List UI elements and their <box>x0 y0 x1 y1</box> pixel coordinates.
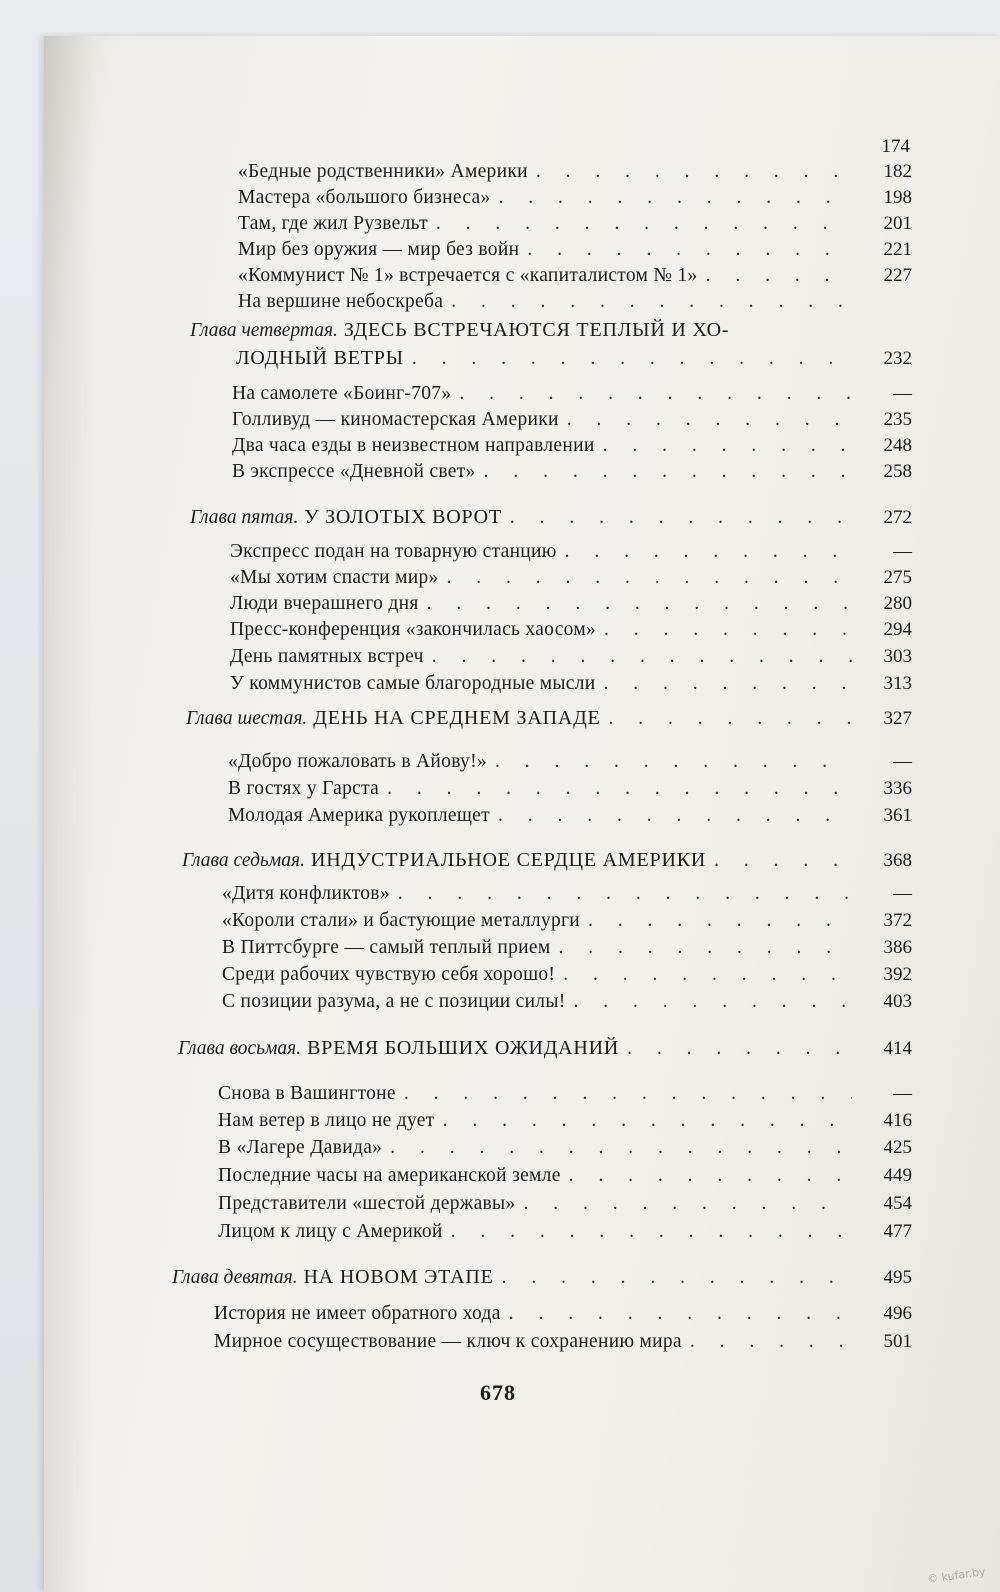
entry-page-number: 403 <box>883 991 912 1012</box>
chapter-entry <box>182 848 912 873</box>
entry-title: «Бедные родственники» Америки <box>238 161 528 182</box>
dot-leader <box>427 592 852 616</box>
dot-leader <box>390 1136 852 1160</box>
chapter-title: ИНДУСТРИАЛЬНОЕ СЕРДЦЕ АМЕРИКИ <box>310 849 707 871</box>
entry-title: «Дитя конфликтов» <box>222 883 390 904</box>
dot-leader <box>706 264 852 288</box>
toc-entry <box>230 540 912 564</box>
dot-leader <box>432 645 852 669</box>
entry-page-number: 392 <box>883 964 912 985</box>
toc-entry <box>218 1109 912 1133</box>
entry-page-number: — <box>893 1083 912 1104</box>
dot-leader <box>459 382 852 406</box>
entry-page-number: 232 <box>883 348 912 369</box>
toc-entry <box>232 382 912 406</box>
dot-leader <box>565 540 852 564</box>
entry-page-number: 336 <box>883 778 912 799</box>
entry-title: Мастера «большого бизнеса» <box>238 187 491 208</box>
toc-entry <box>222 936 912 960</box>
entry-page-number: 201 <box>883 213 912 234</box>
entry-page-number: 198 <box>883 187 912 208</box>
chapter-title: ВРЕМЯ БОЛЬШИХ ОЖИДАНИЙ <box>307 1037 620 1059</box>
entry-page-number: 248 <box>883 435 912 456</box>
chapter-label: Глава пятая. <box>190 507 299 528</box>
entry-title: Последние часы на американской земле <box>218 1165 561 1186</box>
entry-page-number: — <box>893 751 912 772</box>
entry-page-number: 313 <box>883 673 912 694</box>
entry-title: В гостях у Гарста <box>228 778 380 799</box>
toc-entry <box>232 460 912 484</box>
entry-page-number: 272 <box>883 507 912 528</box>
entry-title: Нам ветер в лицо не дует <box>218 1110 435 1131</box>
entry-title: Там, где жил Рузвельт <box>238 213 428 234</box>
dot-leader <box>443 1109 852 1133</box>
entry-title: Два часа езды в неизвестном направлении <box>232 435 595 456</box>
toc-entry <box>230 672 912 696</box>
entry-title: Мир без оружия — мир без войн <box>238 239 520 260</box>
chapter-label: Глава седьмая. <box>182 850 305 871</box>
entry-title: Голливуд — киномастерская Америки <box>232 409 559 430</box>
dot-leader <box>509 1302 852 1326</box>
dot-leader <box>495 750 852 774</box>
dot-leader <box>574 990 852 1014</box>
chapter-title: У ЗОЛОТЫХ ВОРОТ <box>304 506 502 528</box>
entry-title: «Коммунист № 1» встречается с «капиталистом № 1» <box>238 265 698 286</box>
entry-title: Лицом к лицу с Америкой <box>218 1221 443 1242</box>
dot-leader <box>588 909 852 933</box>
entry-title: «Короли стали» и бастующие металлурги <box>222 910 581 931</box>
entry-title: Люди вчерашнего дня <box>230 593 419 614</box>
chapter-title: ЗДЕСЬ ВСТРЕЧАЮТСЯ ТЕПЛЫЙ И ХО- <box>343 319 730 341</box>
chapter-entry <box>190 505 912 530</box>
entry-title: Пресс-конференция «закончилась хаосом» <box>230 619 597 640</box>
dot-leader <box>484 460 852 484</box>
dot-leader <box>558 936 852 960</box>
toc-entry <box>228 804 912 828</box>
entry-title: Мирное сосуществование — ключ к сохранению мира <box>214 1331 682 1352</box>
entry-page-number: 368 <box>883 850 912 871</box>
entry-page-number: 221 <box>883 239 912 260</box>
entry-title: Представители «шестой державы» <box>218 1193 516 1214</box>
dot-leader <box>451 290 852 314</box>
toc-entry <box>222 909 912 933</box>
entry-title: С позиции разума, а не с позиции силы! <box>222 991 566 1012</box>
entry-title: Молодая Америка рукоплещет <box>228 805 490 826</box>
dot-leader <box>398 882 852 906</box>
entry-page-number: 386 <box>883 937 912 958</box>
toc-entry <box>228 750 912 774</box>
toc-entry <box>222 882 912 906</box>
watermark: © kufar.by <box>926 1564 987 1587</box>
chapter-title: ЛОДНЫЙ ВЕТРЫ <box>236 347 404 369</box>
dot-leader <box>447 566 852 590</box>
entry-title: Среди рабочих чувствую себя хорошо! <box>222 964 556 985</box>
toc-entry <box>218 1192 912 1216</box>
dot-leader <box>502 1266 852 1290</box>
dot-leader <box>604 672 853 696</box>
entry-title: На вершине небоскреба <box>238 291 444 312</box>
dot-leader <box>714 849 852 873</box>
dot-leader <box>523 1192 852 1216</box>
entry-page-number: — <box>893 883 912 904</box>
entry-page-number: 372 <box>883 910 912 931</box>
page-number: 678 <box>480 1380 516 1405</box>
entry-title: История не имеет обратного хода <box>214 1303 501 1324</box>
entry-page-number: 495 <box>883 1267 912 1288</box>
dot-leader <box>451 1220 852 1244</box>
dot-leader <box>569 1164 852 1188</box>
dot-leader <box>436 212 852 236</box>
entry-page-number: 361 <box>883 805 912 826</box>
entry-page-number: 416 <box>883 1110 912 1131</box>
toc-entry <box>214 1330 912 1354</box>
entry-title: В Питтсбурге — самый теплый прием <box>222 937 551 958</box>
dot-leader <box>510 506 852 530</box>
chapter-label: Глава девятая. <box>172 1267 298 1288</box>
toc-entry <box>230 645 912 669</box>
dot-leader <box>412 347 852 371</box>
entry-page-number: 227 <box>883 265 912 286</box>
entry-title: В «Лагере Давида» <box>218 1137 383 1158</box>
entry-page-number: 258 <box>883 461 912 482</box>
chapter-title: ДЕНЬ НА СРЕДНЕМ ЗАПАДЕ <box>313 707 601 729</box>
entry-page-number: 235 <box>883 409 912 430</box>
entry-page-number: 496 <box>883 1303 912 1324</box>
dot-leader <box>536 160 852 184</box>
toc-entry <box>232 434 912 458</box>
entry-page-number: 425 <box>883 1137 912 1158</box>
toc-entry <box>222 990 912 1014</box>
chapter-entry <box>172 1265 912 1290</box>
toc-entry <box>228 777 912 801</box>
entry-page-number: 501 <box>883 1331 912 1352</box>
chapter-title-continuation <box>236 346 912 371</box>
toc-entry <box>218 1220 912 1244</box>
entry-page-number: 303 <box>883 646 912 667</box>
dot-leader <box>387 777 852 801</box>
toc-entry <box>238 238 912 262</box>
dot-leader <box>609 707 852 731</box>
dot-leader <box>498 804 852 828</box>
chapter-entry <box>186 706 912 731</box>
toc-entry <box>238 212 912 236</box>
entry-page-number: 294 <box>883 619 912 640</box>
toc-entry <box>238 290 912 314</box>
chapter-title: НА НОВОМ ЭТАПЕ <box>303 1266 494 1288</box>
toc-entry <box>222 963 912 987</box>
toc-entry <box>238 160 912 184</box>
entry-page-number: 275 <box>883 567 912 588</box>
dot-leader <box>567 408 852 432</box>
entry-title: У коммунистов самые благородные мысли <box>230 673 596 694</box>
dot-leader <box>603 434 852 458</box>
toc-entry <box>218 1164 912 1188</box>
toc-entry <box>230 618 912 642</box>
entry-title: В экспрессе «Дневной свет» <box>232 461 476 482</box>
entry-title: «Мы хотим спасти мир» <box>230 567 439 588</box>
toc-entry <box>218 1136 912 1160</box>
entry-title: Экспресс подан на товарную станцию <box>230 541 557 562</box>
entry-page-number: — <box>893 541 912 562</box>
chapter-entry <box>190 318 912 343</box>
dot-leader <box>563 963 852 987</box>
chapter-entry <box>178 1036 912 1061</box>
top-page-number: 174 <box>881 136 910 157</box>
dot-leader <box>499 186 852 210</box>
entry-page-number: 449 <box>883 1165 912 1186</box>
entry-title: На самолете «Боинг-707» <box>232 383 452 404</box>
entry-page-number: 280 <box>883 593 912 614</box>
entry-title: День памятных встреч <box>230 646 424 667</box>
entry-page-number: 454 <box>883 1193 912 1214</box>
chapter-label: Глава шестая. <box>186 708 308 729</box>
entry-page-number: 477 <box>883 1221 912 1242</box>
toc-entry <box>238 186 912 210</box>
toc-entry <box>238 264 912 288</box>
dot-leader <box>627 1037 852 1061</box>
dot-leader <box>690 1330 852 1354</box>
entry-page-number: 327 <box>883 708 912 729</box>
toc-entry <box>232 408 912 432</box>
toc-entry <box>230 566 912 590</box>
dot-leader <box>527 238 852 262</box>
toc-entry <box>230 592 912 616</box>
toc-entry <box>214 1302 912 1326</box>
toc-entry <box>218 1082 912 1106</box>
entry-page-number: 182 <box>883 161 912 182</box>
chapter-label: Глава восьмая. <box>178 1038 302 1059</box>
dot-leader <box>604 618 852 642</box>
dot-leader <box>404 1082 852 1106</box>
chapter-label: Глава четвертая. <box>190 320 338 341</box>
entry-title: «Добро пожаловать в Айову!» <box>228 751 487 772</box>
entry-page-number: 414 <box>883 1038 912 1059</box>
entry-page-number: — <box>893 383 912 404</box>
entry-title: Снова в Вашингтоне <box>218 1083 396 1104</box>
